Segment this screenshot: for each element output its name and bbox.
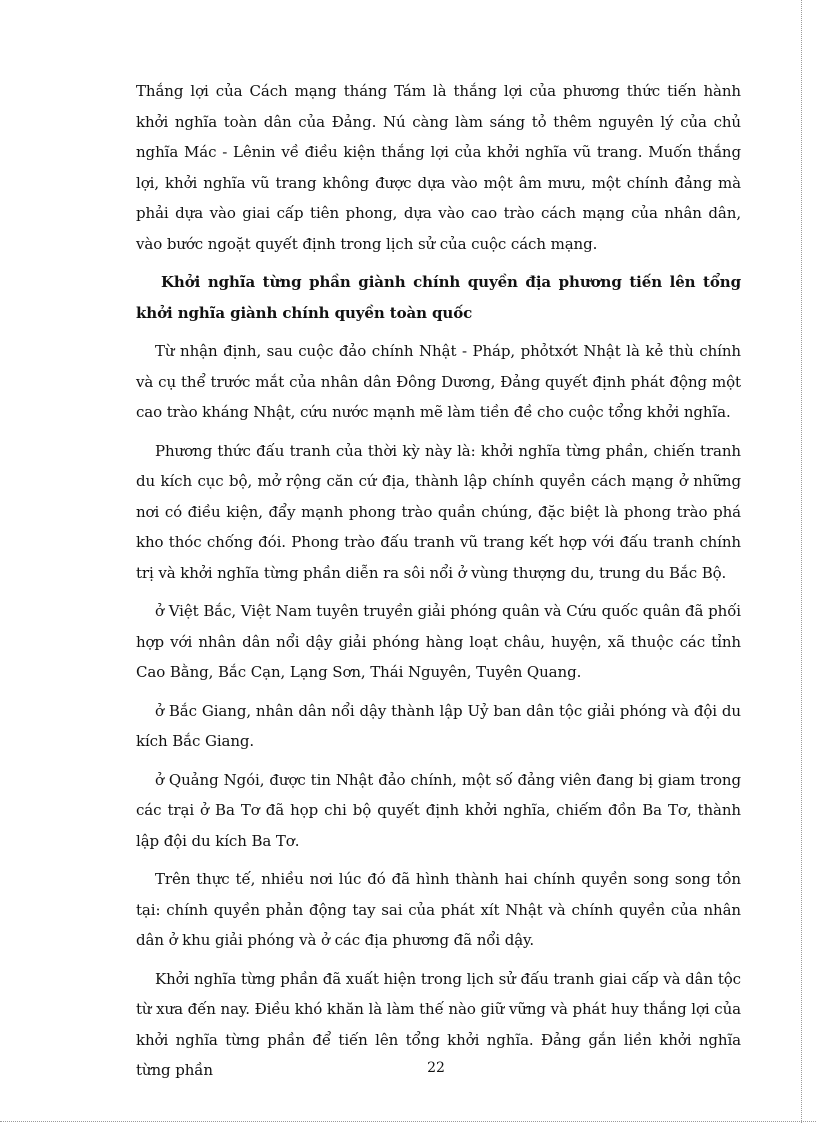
paragraph-dual-power: Trên thực tế, nhiều nơi lúc đó đã hình thành hai chính quyền song song tồn tại: chính quyền phản động tay sai của phát xít Nhật và chính quyền của nhân dân ở khu giải phóng và ở các địa phương đã nổi dậy.: [136, 870, 741, 949]
page-border-right: [801, 0, 802, 1123]
section-heading: Khởi nghĩa từng phần giành chính quyền địa phương tiến lên tổng khởi nghĩa giành chính quyền toàn quốc: [136, 273, 741, 322]
paragraph-quang-ngai: ở Quảng Ngói, được tin Nhật đảo chính, một số đảng viên đang bị giam trong các trại ở Ba Tơ đã họp chi bộ quyết định khởi nghĩa, chiếm đồn Ba Tơ, thành lập đội du kích Ba Tơ.: [136, 770, 741, 850]
paragraph-viet-bac: ở Việt Bắc, Việt Nam tuyên truyền giải phóng quân và Cứu quốc quân đã phối hợp với nhân dân nổi dậy giải phóng hàng loạt châu, huyện, xã thuộc các tỉnh Cao Bằng, Bắc Cạn, Lạng Sơn, Thái Nguyên, Tuyên Quang.: [136, 602, 741, 681]
paragraph-partial-uprising: Khởi nghĩa từng phần đã xuất hiện trong lịch sử đấu tranh giai cấp và dân tộc từ xưa đến nay. Điều khó khăn là làm thế nào giữ vững và phát huy thắng lợi của khởi nghĩa từng phần để tiến lên tổng khởi nghĩa. Đảng gắn liền khởi nghĩa từng phần: [136, 969, 741, 1079]
paragraph-bac-giang: ở Bắc Giang, nhân dân nổi dậy thành lập Uỷ ban dân tộc giải phóng và đội du kích Bắc Giang.: [136, 701, 741, 750]
paragraph-struggle-methods: Phương thức đấu tranh của thời kỳ này là: khởi nghĩa từng phần, chiến tranh du kích cục bộ, mở rộng căn cứ địa, thành lập chính quyền cách mạng ở những nơi có điều kiện, đẩy mạnh phong trào quần chúng, đặc biệt là phong trào phá kho thóc chống đói. Phong trào đấu tranh vũ trang kết hợp với đấu tranh chính trị và khởi nghĩa từng phần diễn ra sôi nổi ở vùng thượng du, trung du Bắc Bộ.: [136, 441, 741, 582]
page-border-bottom: [0, 1121, 816, 1122]
paragraph-coup-assessment: Từ nhận định, sau cuộc đảo chính Nhật - Pháp, phỏtxớt Nhật là kẻ thù chính và cụ thể trước mắt của nhân dân Đông Dương, Đảng quyết định phát động một cao trào kháng Nhật, cứu nước mạnh mẽ làm tiền đề cho cuộc tổng khởi nghĩa.: [136, 342, 741, 421]
page-body: [136, 76, 741, 1094]
paragraph-august-revolution: Thắng lợi của Cách mạng tháng Tám là thắng lợi của phương thức tiến hành khởi nghĩa toàn dân của Đảng. Nú càng làm sáng tỏ thêm nguyên lý của chủ nghĩa Mác - Lênin về điều kiện thắng lợi của khởi nghĩa vũ trang. Muốn thắng lợi, khởi nghĩa vũ trang không được dựa vào một âm mưu, một chính đảng mà phải dựa vào giai cấp tiên phong, dựa vào cao trào cách mạng của nhân dân, vào bước ngoặt quyết định trong lịch sử của cuộc cách mạng.: [136, 82, 741, 253]
page-number: 22: [427, 1060, 445, 1076]
